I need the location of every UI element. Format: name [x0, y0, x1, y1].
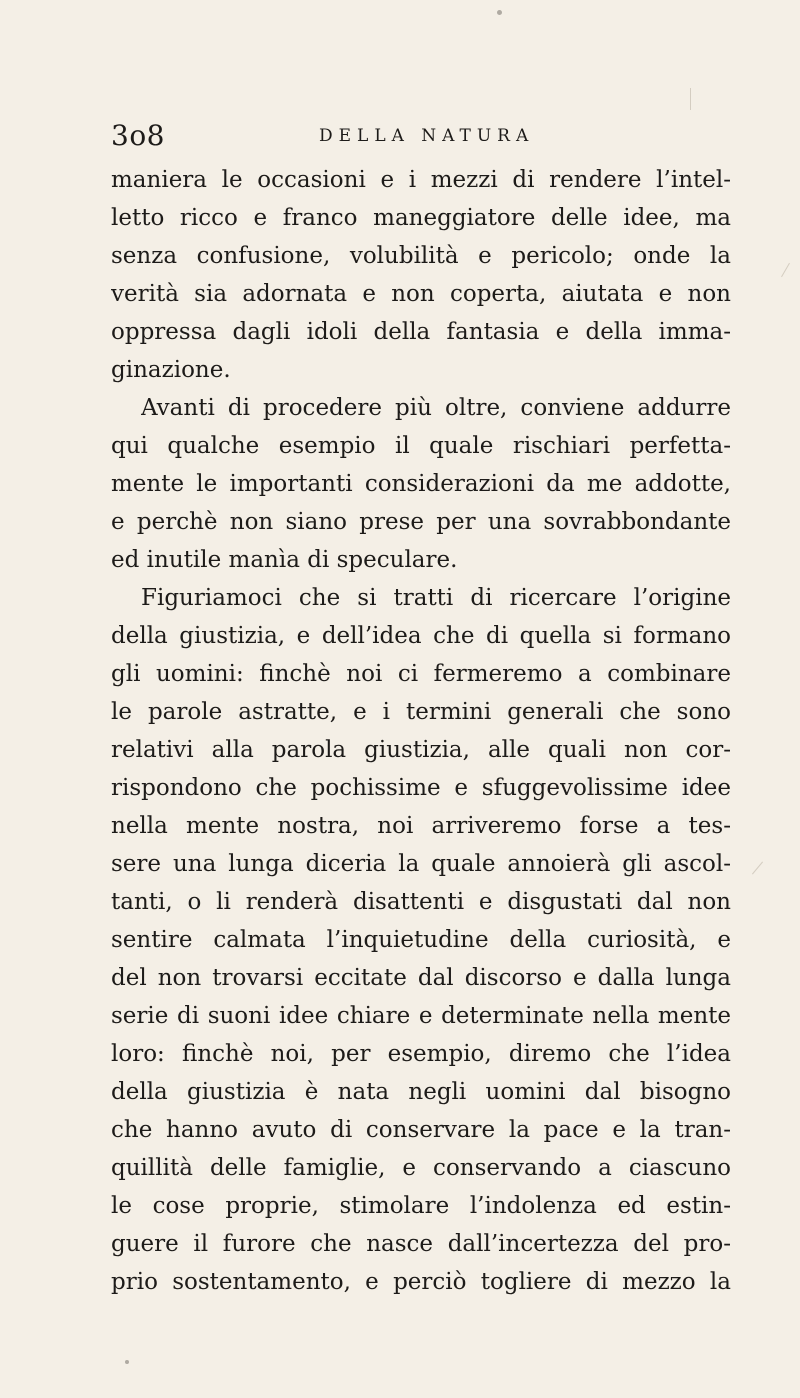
paper-speck	[497, 10, 502, 15]
text-line: ginazione.	[111, 357, 231, 383]
text-line: senza confusione, volubilità e pericolo; onde la	[111, 243, 731, 269]
text-line: sere una lunga diceria la quale annoierà gli ascol-	[111, 851, 731, 877]
text-line: e perchè non siano prese per una sovrabbondante	[111, 509, 731, 535]
text-line: serie di suoni idee chiare e determinate nella mente	[111, 1003, 731, 1029]
text-line: loro: finchè noi, per esempio, diremo che l’idea	[111, 1041, 731, 1067]
text-line: che hanno avuto di conservare la pace e la tran-	[111, 1117, 731, 1143]
text-line: mente le importanti considerazioni da me addotte,	[111, 471, 731, 497]
text-line: sentire calmata l’inquietudine della curiosità, e	[111, 927, 731, 953]
text-line: nella mente nostra, noi arriveremo forse a tes-	[111, 813, 731, 839]
text-line: prio sostentamento, e perciò togliere di mezzo la	[111, 1269, 731, 1295]
paper-speck	[125, 1360, 129, 1364]
page-number: 3o8	[111, 119, 165, 152]
text-line: le cose proprie, stimolare l’indolenza ed estin-	[111, 1193, 731, 1219]
text-line: maniera le occasioni e i mezzi di rendere l’intel-	[111, 167, 731, 193]
paragraph-first-line: Figuriamoci che si tratti di ricercare l’origine	[141, 585, 731, 611]
text-line: della giustizia è nata negli uomini dal bisogno	[111, 1079, 731, 1105]
text-line: letto ricco e franco maneggiatore delle idee, ma	[111, 205, 731, 231]
text-line: del non trovarsi eccitate dal discorso e dalla lunga	[111, 965, 731, 991]
page-header	[111, 118, 731, 154]
text-line: oppressa dagli idoli della fantasia e della imma-	[111, 319, 731, 345]
text-line: della giustizia, e dell’idea che di quella si formano	[111, 623, 731, 649]
body-text	[111, 160, 731, 1300]
text-line: gli uomini: finchè noi ci fermeremo a combinare	[111, 661, 731, 687]
text-line: qui qualche esempio il quale rischiari perfetta-	[111, 433, 731, 459]
running-title: DELLA NATURA	[319, 126, 535, 146]
text-line: le parole astratte, e i termini generali che sono	[111, 699, 731, 725]
paper-scratch	[752, 862, 763, 875]
text-line: tanti, o li renderà disattenti e disgustati dal non	[111, 889, 731, 915]
paper-scratch	[690, 88, 691, 110]
text-line: guere il furore che nasce dall’incertezza del pro-	[111, 1231, 731, 1257]
text-line: verità sia adornata e non coperta, aiutata e non	[111, 281, 731, 307]
paragraph-first-line: Avanti di procedere più oltre, conviene addurre	[141, 395, 731, 421]
text-line: quillità delle famiglie, e conservando a ciascuno	[111, 1155, 731, 1181]
text-line: relativi alla parola giustizia, alle quali non cor-	[111, 737, 731, 763]
paper-scratch	[781, 263, 790, 277]
text-line: ed inutile manìa di speculare.	[111, 547, 458, 573]
text-line: rispondono che pochissime e sfuggevolissime idee	[111, 775, 731, 801]
